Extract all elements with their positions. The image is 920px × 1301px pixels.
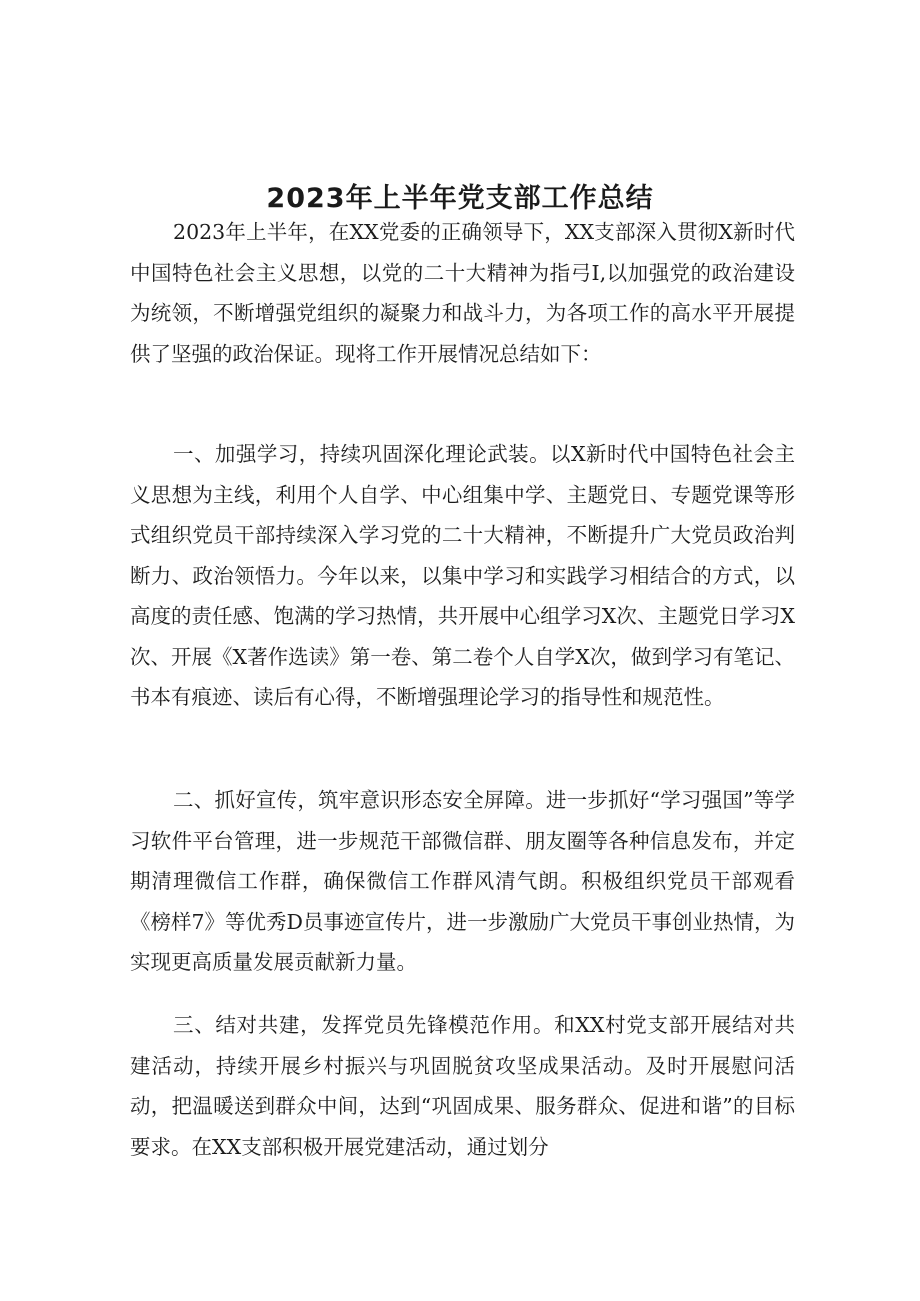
section-study-paragraph: 一、加强学习，持续巩固深化理论武装。以X新时代中国特色社会主义思想为主线，利用个人自学、中心组集中学、主题党日、专题党课等形式组织党员干部持续深入学习党的二十大精神，不断提升广大党员政治判断力、政治领悟力。今年以来，以集中学习和实践学习相结合的方式，以高度的责任感、饱满的学习热情，共开展中心组学习X次、主题党日学习X次、开展《X著作选读》第一卷、第二卷个人自学X次，做到学习有笔记、书本有痕迹、读后有心得，不断增强理论学习的指导性和规范性。 (130, 442, 795, 709)
section-publicity-paragraph: 二、抓好宣传，筑牢意识形态安全屏障。进一步抓好“学习强国”等学习软件平台管理，进一步规范干部微信群、朋友圈等各种信息发布，并定期清理微信工作群，确保微信工作群风清气朗。积极组织党员干部观看《榜样7》等优秀D员事迹宣传片，进一步激励广大党员干事创业热情，为实现更高质量发展贡献新力量。 (130, 788, 795, 974)
section-partnership-paragraph: 三、结对共建，发挥党员先锋模范作用。和XX村党支部开展结对共建活动，持续开展乡村振兴与巩固脱贫攻坚成果活动。及时开展慰问活动，把温暖送到群众中间，达到“巩固成果、服务群众、促进和谐”的目标要求。在XX支部积极开展党建活动，通过划分 (130, 1013, 795, 1159)
intro-paragraph: 2023年上半年，在XX党委的正确领导下，XX支部深入贯彻X新时代中国特色社会主义思想，以党的二十大精神为指弓I,以加强党的政治建设为统领，不断增强党组织的凝聚力和战斗力，为各项工作的高水平开展提供了坚强的政治保证。现将工作开展情况总结如下： (130, 220, 795, 366)
document-title: 2023年上半年党支部工作总结 (266, 183, 654, 215)
